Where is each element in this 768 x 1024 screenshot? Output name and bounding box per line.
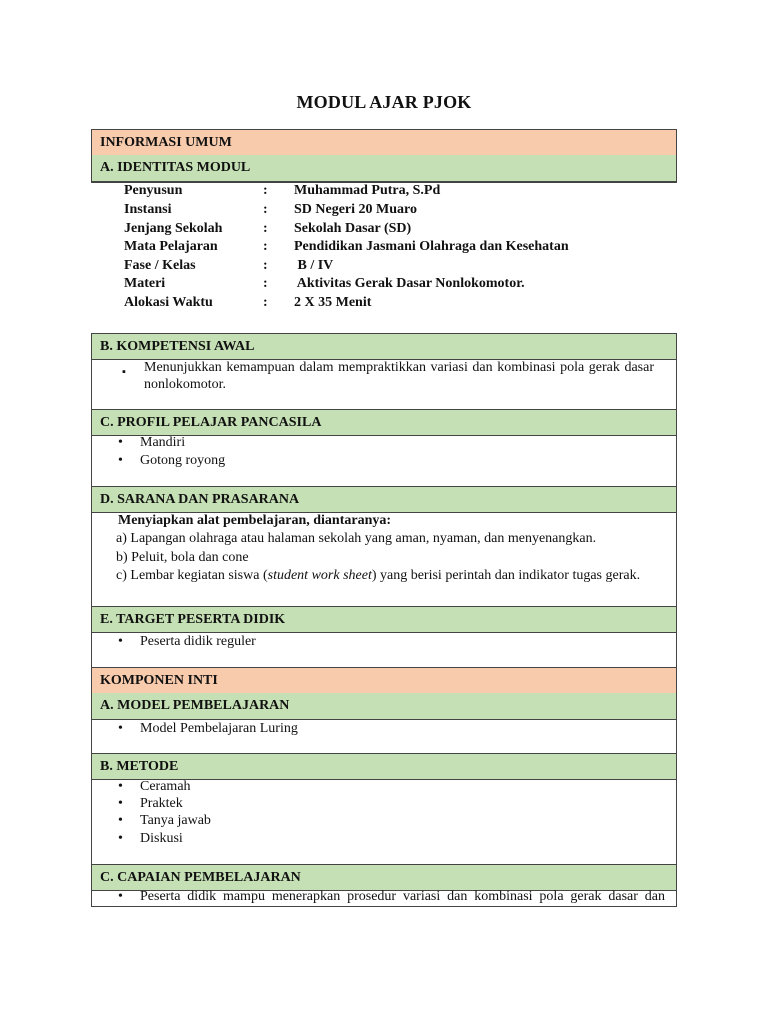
list-item bbox=[116, 549, 249, 567]
identitas-colon: : bbox=[263, 258, 268, 273]
identitas-value: 2 X 35 Menit bbox=[294, 295, 372, 310]
section-header-model-pembelajaran: A. MODEL PEMBELAJARAN bbox=[91, 693, 677, 720]
list-item-text: Diskusi bbox=[140, 831, 183, 846]
bullet-icon: • bbox=[118, 831, 123, 846]
sarana-intro: Menyiapkan alat pembelajaran, diantaranya: bbox=[118, 513, 392, 528]
bullet-icon: • bbox=[118, 889, 123, 904]
list-item-text: Peserta didik reguler bbox=[140, 634, 256, 649]
identitas-colon: : bbox=[263, 202, 268, 217]
identitas-colon: : bbox=[263, 276, 268, 291]
section-header-kompetensi-awal: B. KOMPETENSI AWAL bbox=[91, 333, 677, 360]
page-title: MODUL AJAR PJOK bbox=[296, 92, 472, 112]
section-header-sarana-prasarana: D. SARANA DAN PRASARANA bbox=[91, 486, 677, 513]
kompetensi-text: Menunjukkan kemampuan dalam mempraktikkan variasi dan kombinasi pola gerak dasar nonlokomotor. bbox=[144, 360, 654, 392]
list-letter: c) bbox=[116, 568, 127, 583]
bullet-icon: • bbox=[118, 796, 123, 811]
capaian-text: Peserta didik mampu menerapkan prosedur variasi dan kombinasi pola gerak dasar dan bbox=[140, 889, 665, 904]
identitas-value: Aktivitas Gerak Dasar Nonlokomotor. bbox=[294, 276, 525, 291]
section-header-identitas-modul: A. IDENTITAS MODUL bbox=[91, 155, 677, 182]
identitas-value: Pendidikan Jasmani Olahraga dan Kesehatan bbox=[294, 239, 569, 254]
bullet-icon: • bbox=[118, 453, 123, 468]
identitas-colon: : bbox=[263, 295, 268, 310]
identitas-label: Fase / Kelas bbox=[124, 258, 196, 273]
list-item-emphasis: student work sheet bbox=[267, 568, 372, 583]
section-header-profil-pelajar: C. PROFIL PELAJAR PANCASILA bbox=[91, 409, 677, 436]
list-item-text: Model Pembelajaran Luring bbox=[140, 721, 298, 736]
square-bullet-icon: ▪ bbox=[122, 366, 126, 378]
section-header-metode: B. METODE bbox=[91, 753, 677, 780]
list-item-text: Lapangan olahraga atau halaman sekolah yang aman, nyaman, dan menyenangkan. bbox=[130, 531, 597, 546]
section-header-capaian-pembelajaran: C. CAPAIAN PEMBELAJARAN bbox=[91, 864, 677, 891]
bullet-icon: • bbox=[118, 813, 123, 828]
list-item-text: Gotong royong bbox=[140, 453, 226, 468]
bullet-icon: • bbox=[118, 779, 123, 794]
identitas-colon: : bbox=[263, 183, 268, 198]
list-item-text: ) yang berisi perintah dan indikator tugas gerak. bbox=[371, 568, 641, 583]
bullet-icon: • bbox=[118, 721, 123, 736]
identitas-label: Materi bbox=[124, 276, 166, 291]
identitas-label: Penyusun bbox=[124, 183, 183, 198]
identitas-value: Sekolah Dasar (SD) bbox=[294, 221, 412, 236]
section-header-komponen-inti: KOMPONEN INTI bbox=[91, 667, 677, 694]
list-item bbox=[116, 567, 640, 585]
identitas-label: Mata Pelajaran bbox=[124, 239, 218, 254]
section-header-target-peserta: E. TARGET PESERTA DIDIK bbox=[91, 606, 677, 633]
list-item bbox=[116, 530, 596, 548]
list-item-text: Praktek bbox=[140, 796, 183, 811]
identitas-value: SD Negeri 20 Muaro bbox=[294, 202, 417, 217]
list-item-text: Ceramah bbox=[140, 779, 191, 794]
identitas-colon: : bbox=[263, 221, 268, 236]
list-letter: b) bbox=[116, 550, 128, 565]
list-item-text: Mandiri bbox=[140, 435, 186, 450]
bullet-icon: • bbox=[118, 435, 123, 450]
list-item-text: Peluit, bola dan cone bbox=[131, 550, 249, 565]
identitas-value: B / IV bbox=[294, 258, 334, 273]
list-letter: a) bbox=[116, 531, 127, 546]
section-header-informasi-umum: INFORMASI UMUM bbox=[91, 129, 677, 156]
identitas-label: Alokasi Waktu bbox=[124, 295, 213, 310]
identitas-colon: : bbox=[263, 239, 268, 254]
bullet-icon: • bbox=[118, 634, 123, 649]
identitas-label: Jenjang Sekolah bbox=[124, 221, 223, 236]
list-item-text: Lembar kegiatan siswa ( bbox=[130, 568, 268, 583]
identitas-label: Instansi bbox=[124, 202, 172, 217]
list-item-text: Tanya jawab bbox=[140, 813, 211, 828]
identitas-value: Muhammad Putra, S.Pd bbox=[294, 183, 441, 198]
